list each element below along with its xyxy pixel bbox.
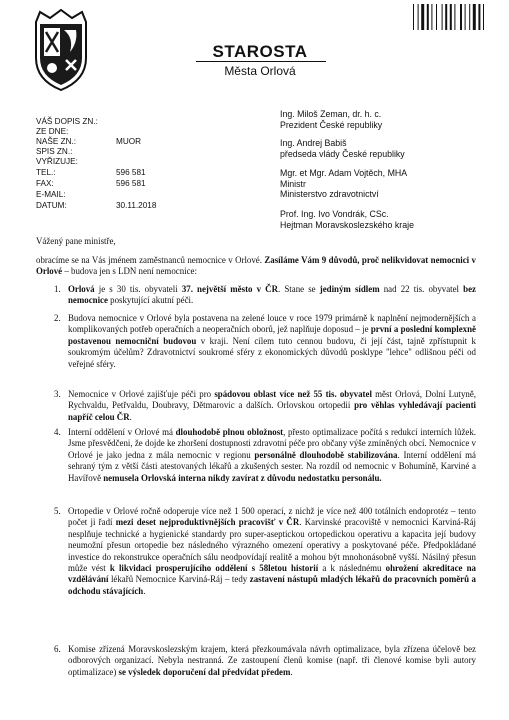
- recipient-4: Prof. Ing. Ivo Vondrák, CSc. Hejtman Moravskoslezského kraje: [280, 209, 414, 230]
- meta-tel: TEL.: 596 581: [36, 168, 146, 177]
- header-title: STAROSTA: [212, 42, 308, 61]
- recipient-3: Mgr. et Mgr. Adam Vojtěch, MHA Ministr Ministerstvo zdravotnictví: [280, 168, 408, 199]
- item-4: Interní oddělení v Orlové má dlouhodobě plnou obložnost, přesto optimalizace počítá s redukcí interních lůžek. Jsme přesvědčeni, že dojde ke zhoršení dostupnosti zdravotní péče pro občany výše zmíněných obcí. Nemocnice v Orlové je jako jedna z mála nemocnic v regionu personálně dlouhodobě stabilizována. Interní oddělení má sehraný tým z větší části atestovaných lékařů a zkušených sester. Na rozdíl od nemocnic v Bohumíně, Karviné a Havířově nemusela Orlovská interna nikdy zavírat z důvodu nedostatku personálu.: [68, 427, 476, 483]
- coat-of-arms-logo: [30, 8, 92, 92]
- intro-paragraph: obracíme se na Vás jménem zaměstnanců nemocnice v Orlové. Zasíláme Vám 9 důvodů, proč nelikvidovat nemocnici v Orlové – budova jen s LDN není nemocnice:: [36, 255, 476, 277]
- item-number-4: 4.: [54, 427, 61, 437]
- recipient-2: Ing. Andrej Babiš předseda vlády České republiky: [280, 138, 405, 159]
- item-6: Komise zřízená Moravskoslezským krajem, která přezkoumávala návrh optimalizace, byla zřízena účelově bez odborových organizací. Nebyla nestranná. Ze zastoupení členů komise (např. tři členové komise byli autory optimalizace) se výsledek doporučení dal předvídat předem.: [68, 644, 476, 677]
- header-subtitle: Města Orlová: [224, 64, 296, 78]
- item-3: Nemocnice v Orlové zajišťuje péči pro spádovou oblast více než 55 tis. obyvatel měst Orlová, Dolní Lutyně, Rychvaldu, Petřvaldu, Doubravy, Dětmarovic a dalších. Orlovskou ortopedii pro věhlas vyhledávají pacienti napříč celou ČR.: [68, 389, 476, 422]
- item-1: Orlová je s 30 tis. obyvateli 37. největší město v ČR. Stane se jediným sídlem nad 22 tis. obyvatel bez nemocnice poskytující akutní péči.: [68, 284, 476, 306]
- item-number-1: 1.: [54, 284, 61, 294]
- item-number-5: 5.: [54, 506, 61, 516]
- meta-vyrizuje: VYŘIZUJE:: [36, 157, 78, 166]
- meta-datum: DATUM: 30.11.2018: [36, 201, 157, 210]
- meta-vas-dopis: VÁŠ DOPIS ZN.:: [36, 117, 98, 126]
- item-number-6: 6.: [54, 644, 61, 654]
- item-2: Budova nemocnice v Orlové byla postavena na zelené louce v roce 1979 primárně k naplnění nejmodernějších a komplikovaných potřeb operačních a neoperačních oborů, jež naplňuje doposud – je první a poslední komplexně postavenou nemocniční budovou v kraji. Není cílem tuto cennou budovu, či její část, tajně zpřístupnit k soukromým účelům? Zdravotnictví soukromé sféry z ekonomických důvodů posklype "lehce" odlišnou péči od veřejné sféry.: [68, 313, 476, 369]
- item-5: Ortopedie v Orlové ročně odoperuje více než 1 500 operací, z nichž je více než 400 totálních endoprotéz – tento počet ji řadí mezi deset nejproduktivnějších pracovišť v ČR. Karvinské pracoviště v nemocnici Karviná-Ráj nesplňuje technické a hygienické standardy pro super-aseptickou ortopedickou operativu a kapacita její budovy neumožní přesun ortopedie bez následného výrazného omezení operativy a poskytované péče. Předpokládané investice do rekonstrukce operačních sálu neodpovídají realitě a mohou být mnohonásobně vyšší. Násilný přesun může vést k likvidaci prosperujícího oddělení s 58letou historií a k následnému ohrožení akreditace na vzdělávání lékařů Nemocnice Karviná-Ráj – tedy zastavení nástupů mladých lékařů do pracovních poměrů a odchodu stávajících.: [68, 506, 476, 596]
- meta-email: E-MAIL:: [36, 190, 66, 199]
- meta-spis-zn: SPIS ZN.:: [36, 147, 73, 156]
- meta-nase-zn: NAŠE ZN.: MUOR: [36, 137, 142, 146]
- item-number-2: 2.: [54, 313, 61, 323]
- barcode: [412, 4, 502, 30]
- recipient-1: Ing. Miloš Zeman, dr. h. c. Prezident České republiky: [280, 109, 383, 130]
- meta-fax: FAX: 596 581: [36, 179, 146, 188]
- header-rule: [196, 61, 326, 62]
- salutation: Vážený pane ministře,: [36, 236, 116, 246]
- item-number-3: 3.: [54, 389, 61, 399]
- meta-ze-dne: ZE DNE:: [36, 127, 69, 136]
